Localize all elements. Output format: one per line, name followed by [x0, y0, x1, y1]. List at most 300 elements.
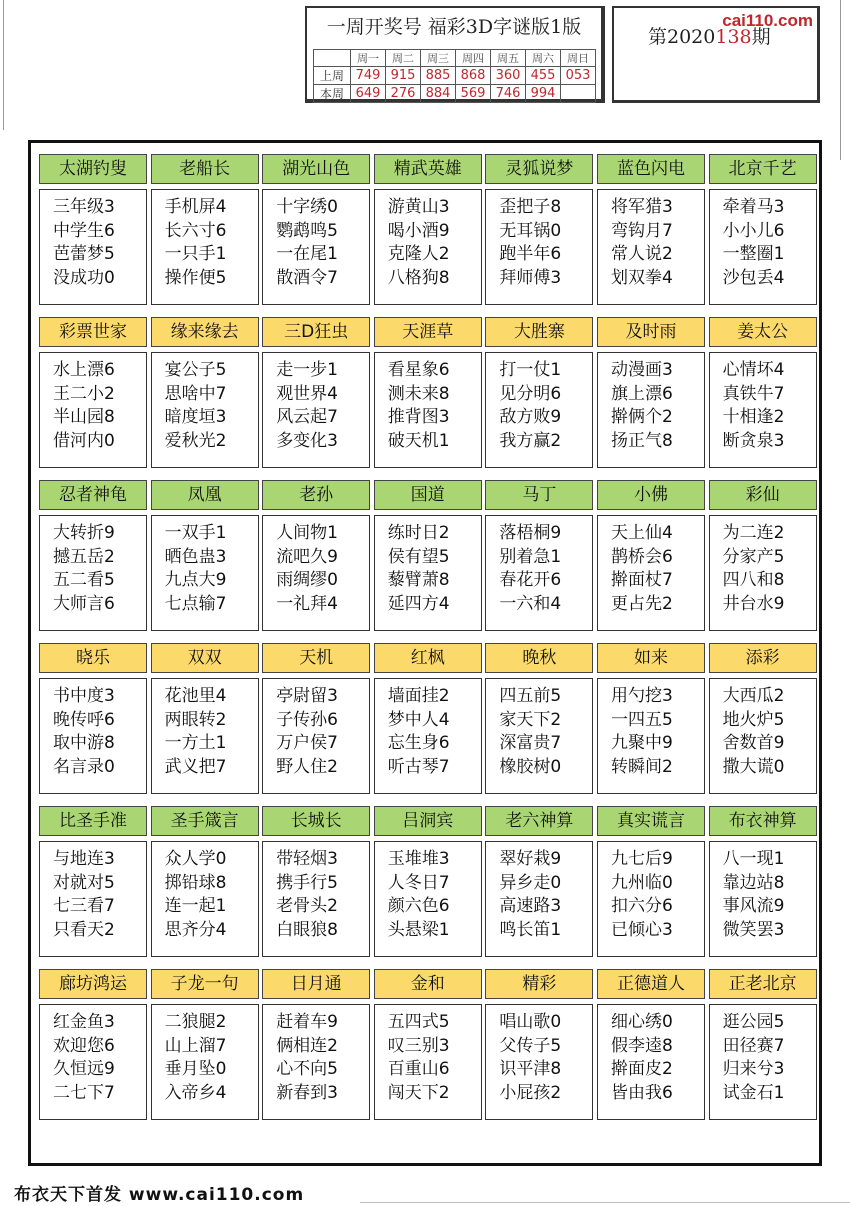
riddle-line: 深富贵7: [499, 733, 562, 753]
expert-name: 北京千艺: [709, 154, 817, 184]
riddle-box: [39, 515, 147, 631]
riddle-line: 子传孙6: [276, 709, 339, 730]
riddle-box: [151, 841, 259, 957]
riddle-line: 携手行5: [276, 872, 339, 893]
riddle-line: 玉堆堆3: [387, 849, 450, 869]
riddle-line: 舍数首9: [722, 733, 785, 753]
riddle-line: 测未来8: [387, 383, 450, 404]
riddle-line: 为二连2: [722, 523, 785, 543]
riddle-line: 大西瓜2: [722, 686, 785, 706]
riddle-line: 山上溜7: [164, 1035, 227, 1056]
riddle-box: [39, 189, 147, 305]
riddle-box: [597, 189, 705, 305]
riddle-line: 歪把子8: [499, 197, 562, 217]
expert-card: [39, 317, 147, 467]
riddle-line: 雨绸缪0: [276, 570, 339, 590]
expert-name: 长城长: [262, 806, 370, 836]
riddle-list: [723, 1011, 785, 1105]
expert-card: [709, 154, 817, 304]
expert-card: [262, 317, 370, 467]
expert-name: 精彩: [485, 969, 593, 999]
riddle-line: 久恒远9: [53, 1059, 115, 1079]
draw-number: 885: [421, 67, 456, 85]
riddle-line: 动漫画3: [611, 360, 673, 380]
riddle-line: 鹦鹉鸣5: [276, 220, 339, 241]
riddle-line: 王二小2: [53, 383, 115, 404]
riddle-box: [151, 352, 259, 468]
riddle-list: [388, 848, 450, 942]
expert-name: 及时雨: [597, 317, 705, 347]
site-logo: cai110.com: [722, 11, 813, 30]
riddle-line: 小屁孩2: [499, 1082, 562, 1103]
expert-card: [262, 969, 370, 1119]
riddle-line: 思啥中7: [164, 383, 227, 404]
riddle-box: [485, 515, 593, 631]
expert-card: [597, 480, 705, 630]
riddle-line: 真铁牛7: [722, 383, 785, 404]
riddle-line: 别着急1: [499, 546, 562, 567]
riddle-line: 三年级3: [53, 197, 115, 217]
riddle-line: 两眼转2: [164, 709, 227, 730]
riddle-line: 风云起7: [276, 407, 339, 427]
riddle-box: [39, 678, 147, 794]
riddle-line: 八一现1: [722, 849, 785, 869]
riddle-box: [485, 1004, 593, 1120]
riddle-line: 打一仗1: [499, 360, 562, 380]
riddle-box: [485, 678, 593, 794]
riddle-line: 事风流9: [722, 896, 785, 916]
expert-name: 国道: [374, 480, 482, 510]
draw-number: [561, 85, 596, 103]
riddle-line: 人冬日7: [387, 872, 450, 893]
riddle-list: [723, 196, 785, 290]
expert-name: 姜太公: [709, 317, 817, 347]
riddle-line: 唱山歌0: [499, 1012, 562, 1032]
riddle-line: 落梧桐9: [499, 523, 562, 543]
expert-name: 天机: [262, 643, 370, 673]
expert-card: [597, 154, 705, 304]
riddle-line: 九点大9: [164, 570, 227, 590]
riddle-line: 百重山6: [387, 1059, 450, 1079]
riddle-line: 断贪泉3: [722, 430, 785, 451]
riddle-list: [723, 685, 785, 779]
puzzle-frame: [28, 140, 822, 1166]
expert-card: [597, 969, 705, 1119]
riddle-line: 鸣长笛1: [499, 919, 562, 940]
expert-name: 子龙一句: [151, 969, 259, 999]
riddle-line: 敌方败9: [499, 407, 562, 427]
expert-name: 三D狂虫: [262, 317, 370, 347]
expert-card: [151, 806, 259, 956]
riddle-line: 用勺挖3: [611, 686, 673, 706]
riddle-line: 梦中人4: [387, 709, 450, 730]
riddle-line: 白眼狼8: [276, 919, 339, 940]
riddle-line: 微笑罢3: [722, 919, 785, 940]
riddle-box: [709, 678, 817, 794]
riddle-list: [611, 1011, 673, 1105]
riddle-line: 人间物1: [276, 523, 339, 543]
riddle-line: 扬正气8: [611, 430, 673, 451]
riddle-line: 游黄山3: [387, 197, 450, 217]
riddle-line: 练时日2: [387, 523, 450, 543]
riddle-line: 流吧久9: [276, 546, 339, 567]
riddle-line: 野人住2: [276, 756, 339, 777]
row-label: 本周: [314, 85, 351, 103]
riddle-line: 闯天下2: [387, 1082, 450, 1103]
draw-results-table: [313, 49, 596, 103]
day-header: 周日: [561, 50, 596, 67]
riddle-line: 扣六分6: [611, 896, 673, 916]
expert-card: [709, 806, 817, 956]
draw-number: 749: [351, 67, 386, 85]
riddle-list: [165, 848, 227, 942]
expert-card: [39, 480, 147, 630]
expert-name: 老孙: [262, 480, 370, 510]
riddle-list: [165, 685, 227, 779]
expert-name: 灵狐说梦: [485, 154, 593, 184]
riddle-box: [262, 352, 370, 468]
riddle-line: 更占先2: [611, 593, 673, 614]
expert-name: 正老北京: [709, 969, 817, 999]
riddle-line: 墙面挂2: [387, 686, 450, 706]
riddle-line: 对就对5: [53, 872, 115, 893]
table-header-row: [314, 50, 596, 67]
riddle-box: [39, 352, 147, 468]
expert-name: 太湖钓叟: [39, 154, 147, 184]
day-header: 周六: [526, 50, 561, 67]
riddle-box: [374, 189, 482, 305]
expert-card: [39, 969, 147, 1119]
riddle-line: 擀面杖7: [611, 570, 673, 590]
riddle-list: [276, 1011, 338, 1105]
expert-card: [374, 969, 482, 1119]
issue-suffix: 期: [751, 26, 771, 48]
expert-card: [597, 317, 705, 467]
riddle-line: 半山园8: [53, 407, 115, 427]
row-label: 上周: [314, 67, 351, 85]
expert-card: [485, 480, 593, 630]
riddle-box: [374, 1004, 482, 1120]
riddle-list: [53, 522, 115, 616]
riddle-list: [499, 196, 561, 290]
riddle-line: 与地连3: [53, 849, 115, 869]
riddle-line: 宴公子5: [164, 360, 227, 380]
riddle-line: 头悬梁1: [387, 919, 450, 940]
riddle-box: [262, 515, 370, 631]
riddle-line: 一六和4: [499, 593, 562, 614]
riddle-line: 试金石1: [722, 1082, 785, 1103]
riddle-box: [374, 515, 482, 631]
riddle-line: 四五前5: [499, 686, 562, 706]
issue-panel: [612, 6, 820, 103]
riddle-line: 众人学0: [164, 849, 227, 869]
riddle-line: 撼五岳2: [53, 546, 115, 567]
riddle-box: [39, 841, 147, 957]
riddle-line: 四八和8: [722, 570, 785, 590]
riddle-list: [165, 196, 227, 290]
expert-card: [262, 480, 370, 630]
riddle-line: 观世界4: [276, 383, 339, 404]
riddle-line: 新春到3: [276, 1082, 339, 1103]
riddle-list: [611, 522, 673, 616]
riddle-box: [374, 678, 482, 794]
footer-divider: [360, 1202, 850, 1203]
riddle-list: [388, 359, 450, 453]
riddle-list: [276, 522, 338, 616]
draw-number: 360: [491, 67, 526, 85]
expert-name: 比圣手准: [39, 806, 147, 836]
riddle-list: [611, 359, 673, 453]
riddle-list: [611, 848, 673, 942]
riddle-box: [709, 189, 817, 305]
riddle-box: [597, 1004, 705, 1120]
riddle-line: 地火炉5: [722, 709, 785, 730]
riddle-line: 一礼拜4: [276, 593, 339, 614]
riddle-line: 二狼腿2: [164, 1012, 227, 1032]
expert-card: [485, 806, 593, 956]
riddle-line: 没成功0: [53, 267, 115, 288]
riddle-box: [262, 1004, 370, 1120]
riddle-line: 七三看7: [53, 896, 115, 916]
expert-card: [151, 154, 259, 304]
expert-name: 布衣神算: [709, 806, 817, 836]
expert-name: 红枫: [374, 643, 482, 673]
table-row: [314, 85, 596, 103]
riddle-line: 拜师傅3: [499, 267, 562, 288]
expert-card: [709, 480, 817, 630]
riddle-list: [723, 359, 785, 453]
expert-name: 彩仙: [709, 480, 817, 510]
expert-name: 日月通: [262, 969, 370, 999]
riddle-line: 芭蕾梦5: [53, 244, 115, 264]
riddle-line: 万户侯7: [276, 733, 339, 753]
riddle-line: 沙包丢4: [722, 267, 785, 288]
riddle-line: 欢迎您6: [53, 1035, 115, 1056]
riddle-line: 归来兮3: [722, 1059, 785, 1079]
riddle-line: 延四方4: [387, 593, 450, 614]
expert-name: 真实谎言: [597, 806, 705, 836]
draw-number: 455: [526, 67, 561, 85]
riddle-list: [276, 196, 338, 290]
riddle-list: [499, 685, 561, 779]
riddle-list: [611, 685, 673, 779]
riddle-line: 手机屏4: [164, 197, 227, 217]
riddle-line: 见分明6: [499, 383, 562, 404]
page-title: 一周开奖号 福彩3D字谜版1版: [326, 16, 582, 38]
riddle-line: 一四五5: [611, 709, 673, 730]
draw-number: 915: [386, 67, 421, 85]
riddle-list: [388, 1011, 450, 1105]
expert-name: 精武英雄: [374, 154, 482, 184]
expert-name: 正德道人: [597, 969, 705, 999]
expert-name: 添彩: [709, 643, 817, 673]
riddle-box: [597, 678, 705, 794]
riddle-box: [262, 189, 370, 305]
expert-card: [262, 643, 370, 793]
riddle-line: 藜臂萧8: [387, 570, 450, 590]
riddle-list: [499, 1011, 561, 1105]
expert-card: [262, 154, 370, 304]
draw-number: 649: [351, 85, 386, 103]
riddle-list: [611, 196, 673, 290]
expert-name: 双双: [151, 643, 259, 673]
expert-name: 金和: [374, 969, 482, 999]
riddle-line: 推背图3: [387, 407, 450, 427]
day-header: 周二: [386, 50, 421, 67]
riddle-list: [388, 196, 450, 290]
riddle-list: [53, 685, 115, 779]
riddle-line: 假李逵8: [611, 1035, 673, 1056]
expert-name: 廊坊鸿运: [39, 969, 147, 999]
riddle-box: [485, 841, 593, 957]
riddle-line: 五二看5: [53, 570, 115, 590]
riddle-line: 天上仙4: [611, 523, 673, 543]
draw-number: 569: [456, 85, 491, 103]
riddle-list: [276, 848, 338, 942]
page-edge-line: [840, 0, 841, 160]
expert-name: 蓝色闪电: [597, 154, 705, 184]
expert-name: 晚秋: [485, 643, 593, 673]
riddle-line: 弯钩月7: [611, 220, 673, 241]
issue-number: [648, 22, 771, 49]
expert-card: [374, 154, 482, 304]
draw-number: 746: [491, 85, 526, 103]
riddle-line: 花池里4: [164, 686, 227, 706]
table-corner: [314, 50, 351, 67]
riddle-box: [262, 678, 370, 794]
riddle-line: 心不向5: [276, 1059, 339, 1079]
expert-card: [374, 643, 482, 793]
riddle-line: 一方土1: [164, 733, 227, 753]
weekly-draw-panel: [305, 6, 605, 103]
riddle-list: [53, 196, 115, 290]
riddle-line: 克隆人2: [387, 244, 450, 264]
day-header: 周一: [351, 50, 386, 67]
riddle-box: [374, 841, 482, 957]
riddle-list: [499, 522, 561, 616]
riddle-line: 七点输7: [164, 593, 227, 614]
riddle-line: 名言录0: [53, 756, 115, 777]
riddle-line: 中学生6: [53, 220, 115, 241]
riddle-line: 入帝乡4: [164, 1082, 227, 1103]
riddle-line: 八格狗8: [387, 267, 450, 288]
expert-name: 晓乐: [39, 643, 147, 673]
expert-card: [597, 806, 705, 956]
riddle-line: 家天下2: [499, 709, 562, 730]
riddle-list: [165, 522, 227, 616]
riddle-line: 已倾心3: [611, 919, 673, 940]
riddle-line: 牵着马3: [722, 197, 785, 217]
riddle-box: [151, 1004, 259, 1120]
riddle-line: 垂月坠0: [164, 1059, 227, 1079]
riddle-line: 带轻烟3: [276, 849, 339, 869]
expert-card: [151, 643, 259, 793]
riddle-line: 九七后9: [611, 849, 673, 869]
expert-card: [151, 480, 259, 630]
expert-name: 老船长: [151, 154, 259, 184]
riddle-line: 大转折9: [53, 523, 115, 543]
expert-name: 老六神算: [485, 806, 593, 836]
draw-number: 994: [526, 85, 561, 103]
riddle-box: [709, 1004, 817, 1120]
day-header: 周五: [491, 50, 526, 67]
riddle-line: 十相逢2: [722, 407, 785, 427]
expert-name: 湖光山色: [262, 154, 370, 184]
riddle-list: [276, 359, 338, 453]
riddle-list: [53, 848, 115, 942]
draw-number: 868: [456, 67, 491, 85]
expert-card: [39, 806, 147, 956]
riddle-line: 十字绣0: [276, 197, 339, 217]
riddle-line: 划双拳4: [611, 267, 673, 288]
expert-card: [709, 317, 817, 467]
riddle-line: 武义把7: [164, 756, 227, 777]
riddle-line: 识平津8: [499, 1059, 562, 1079]
riddle-line: 无耳锅0: [499, 220, 562, 241]
expert-name: 如来: [597, 643, 705, 673]
expert-name: 天涯草: [374, 317, 482, 347]
riddle-list: [165, 359, 227, 453]
riddle-box: [151, 678, 259, 794]
riddle-line: 听古琴7: [387, 756, 450, 777]
riddle-box: [151, 189, 259, 305]
expert-card: [151, 317, 259, 467]
expert-card: [374, 317, 482, 467]
expert-card: [485, 643, 593, 793]
expert-name: 大胜寨: [485, 317, 593, 347]
expert-name: 缘来缘去: [151, 317, 259, 347]
riddle-list: [388, 685, 450, 779]
riddle-line: 思齐分4: [164, 919, 227, 940]
expert-card: [39, 643, 147, 793]
draw-number: 053: [561, 67, 596, 85]
issue-highlight: 138: [715, 26, 752, 48]
riddle-line: 多变化3: [276, 430, 339, 451]
riddle-list: [276, 685, 338, 779]
expert-card: [262, 806, 370, 956]
riddle-line: 橡胶树0: [499, 756, 562, 777]
draw-number: 884: [421, 85, 456, 103]
riddle-line: 心情坏4: [722, 360, 785, 380]
riddle-list: [53, 1011, 115, 1105]
riddle-line: 大师言6: [53, 593, 115, 614]
riddle-line: 擀面皮2: [611, 1059, 673, 1079]
riddle-list: [723, 522, 785, 616]
riddle-list: [53, 359, 115, 453]
riddle-line: 取中游8: [53, 733, 115, 753]
riddle-box: [597, 515, 705, 631]
riddle-line: 爱秋光2: [164, 430, 227, 451]
riddle-box: [709, 352, 817, 468]
riddle-line: 春花开6: [499, 570, 562, 590]
expert-name: 马丁: [485, 480, 593, 510]
expert-card: [709, 643, 817, 793]
draw-number: 276: [386, 85, 421, 103]
riddle-line: 忘生身6: [387, 733, 450, 753]
riddle-box: [39, 1004, 147, 1120]
riddle-line: 翠好栽9: [499, 849, 562, 869]
riddle-line: 水上漂6: [53, 360, 115, 380]
riddle-line: 老骨头2: [276, 896, 339, 916]
riddle-line: 高速路3: [499, 896, 562, 916]
riddle-line: 亭尉留3: [276, 686, 339, 706]
riddle-line: 晚传呼6: [53, 709, 115, 730]
riddle-line: 小小儿6: [722, 220, 785, 241]
riddle-line: 二七下7: [53, 1082, 115, 1103]
riddle-line: 一整圈1: [722, 244, 785, 264]
riddle-line: 一在尾1: [276, 244, 339, 264]
expert-name: 吕洞宾: [374, 806, 482, 836]
